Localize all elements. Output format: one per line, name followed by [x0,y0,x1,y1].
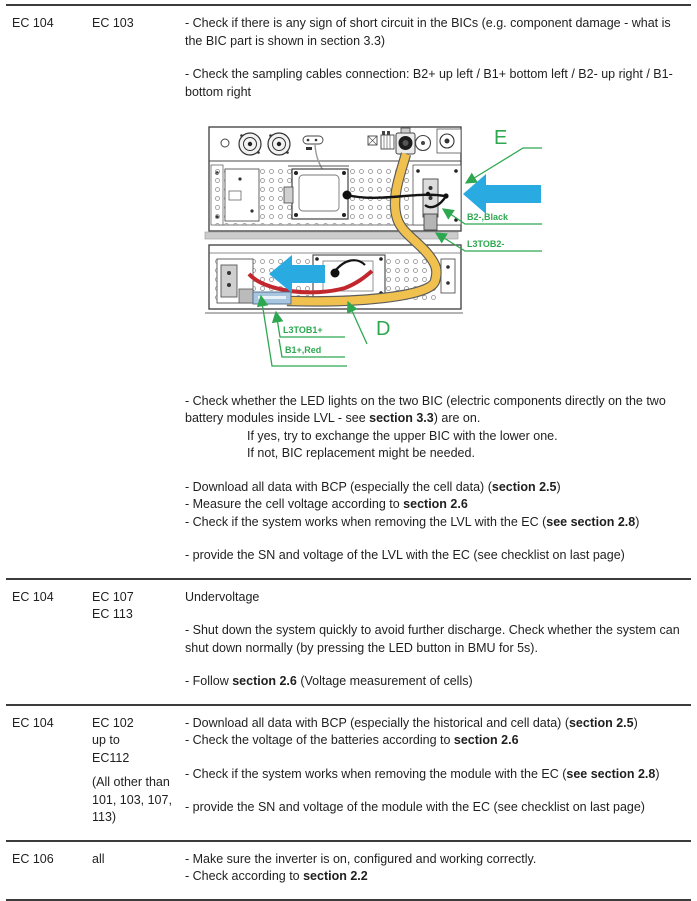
related-ec-note: (All other than [92,775,170,789]
text-segment-bold: see section 2.8 [566,766,656,781]
text-segment: - provide the SN and voltage of the LVL with the EC (see checklist on last page) [185,548,625,562]
battery-module-diagram-svg [195,113,545,373]
instruction-text [185,479,691,497]
diagram-label-b2-black: B2-,Black [467,212,509,222]
related-ec-note: 113) [92,810,117,824]
bic-board-upper [284,166,349,219]
power-connector-right [268,133,290,155]
fault-title [185,589,691,607]
text-segment: - Check according to [185,869,304,883]
related-ec-range: up to [92,733,120,747]
bottom-rule [6,899,691,901]
instruction-text [185,799,691,817]
instruction-text [185,496,691,514]
text-segment-bold: section 3.3 [369,411,434,425]
related-ec-code: all [92,851,105,866]
text-segment: - Check the sampling cables connection: B2+ up left / B1+ bottom left / B2- up right / B1- bottom right [185,67,673,99]
l3tob2-plug [424,214,437,230]
instruction-text [185,715,691,733]
rack-separator-bar [205,232,458,239]
diagram-label-e: E [494,127,508,149]
text-segment: (Voltage measurement of cells) [296,674,473,688]
instruction-text [185,514,691,532]
text-segment: If not, BIC replacement might be needed. [247,446,475,460]
related-ec-code: EC112 [92,750,130,765]
text-segment: ) [655,766,660,781]
diagram-label-d: D [376,318,391,340]
callout-line-e [466,148,542,183]
related-ec-code: EC 102 [92,715,134,730]
ec-code: EC 104 [12,589,54,604]
table-row [6,840,691,899]
instruction-text [185,428,691,446]
text-segment-bold: section 2.6 [232,674,297,688]
instruction-text [185,622,691,657]
instructions-cell [185,15,691,565]
power-connector-left [239,133,261,155]
text-segment: - Check if there is any sign of short circuit in the BICs (e.g. component damage - what is the BIC part is shown in section 3.3) [185,16,671,48]
ec-code-cell [12,851,92,886]
text-segment: - Make sure the inverter is on, configured and working correctly. [185,851,537,866]
instruction-text [185,393,691,428]
related-ec-cell [92,715,185,827]
text-segment-bold: section 2.6 [453,733,519,747]
text-segment-bold: section 2.5 [568,715,634,730]
upper-battery-module [209,127,461,231]
related-ec-code: EC 103 [92,16,134,30]
ec-code: EC 106 [12,851,54,866]
ec-code: EC 104 [12,16,54,30]
text-segment: - Shut down the system quickly to avoid further discharge. Check whether the system can shut down normally (by pressing the LED button in BMU for 5s). [185,623,680,655]
text-segment: - Check if the system works when removing the module with the EC ( [185,766,567,781]
instructions-cell [185,851,691,886]
text-segment: - Check if the system works when removing the LVL with the EC ( [185,514,547,529]
text-segment-bold: section 2.5 [491,479,557,494]
ec-code-cell [12,15,92,565]
instruction-text [185,732,691,750]
battery-module-diagram [195,113,691,379]
text-segment: ) [635,514,640,529]
text-segment: ) are on. [433,411,481,425]
instruction-text [185,66,691,101]
table-row [6,704,691,840]
diagram-label-l3tob2: L3TOB2- [467,239,505,249]
text-segment: - Check whether the LED lights on the two BIC (electric components directly on the two battery modules inside LVL - see [185,393,666,425]
instruction-text [185,766,691,784]
ec-code: EC 104 [12,715,54,730]
related-ec-cell [92,851,185,886]
text-segment-bold: section 2.6 [403,497,468,511]
instructions-cell [185,715,691,827]
text-segment: - Download all data with BCP (especially the cell data) ( [185,479,492,494]
instruction-text [185,868,691,886]
text-segment: - Follow [185,674,233,688]
text-segment-bold: see section 2.8 [546,514,636,529]
ec-code-cell [12,715,92,827]
text-segment: ) [556,479,561,494]
related-ec-cell [92,589,185,691]
blue-arrow-upper [463,174,541,214]
instruction-text [185,547,691,565]
text-segment: - Measure the cell voltage according to [185,497,404,511]
text-segment: - provide the SN and voltage of the module with the EC (see checklist on last page) [185,800,645,814]
text-segment: - Check the voltage of the batteries according to [185,733,454,747]
diagram-label-b1-red: B1+,Red [285,345,322,355]
table-row [6,4,691,578]
ec-code-cell [12,589,92,691]
text-segment: - Download all data with BCP (especially the historical and cell data) ( [185,715,569,730]
related-ec-code: EC 107 [92,589,134,604]
related-ec-code: EC 113 [92,607,133,621]
related-ec-note: 101, 103, 107, [92,792,172,807]
text-segment: ) [633,715,638,730]
text-segment: Undervoltage [185,589,260,604]
related-ec-cell [92,15,185,565]
text-segment-bold: section 2.2 [303,869,368,883]
table-row [6,578,691,704]
instruction-text [185,851,691,869]
text-segment: If yes, try to exchange the upper BIC with the lower one. [247,428,558,443]
instruction-text [185,15,691,50]
diagram-label-l3tob1: L3TOB1+ [283,325,323,335]
instruction-text [185,673,691,691]
instructions-cell [185,589,691,691]
instruction-text [185,445,691,463]
